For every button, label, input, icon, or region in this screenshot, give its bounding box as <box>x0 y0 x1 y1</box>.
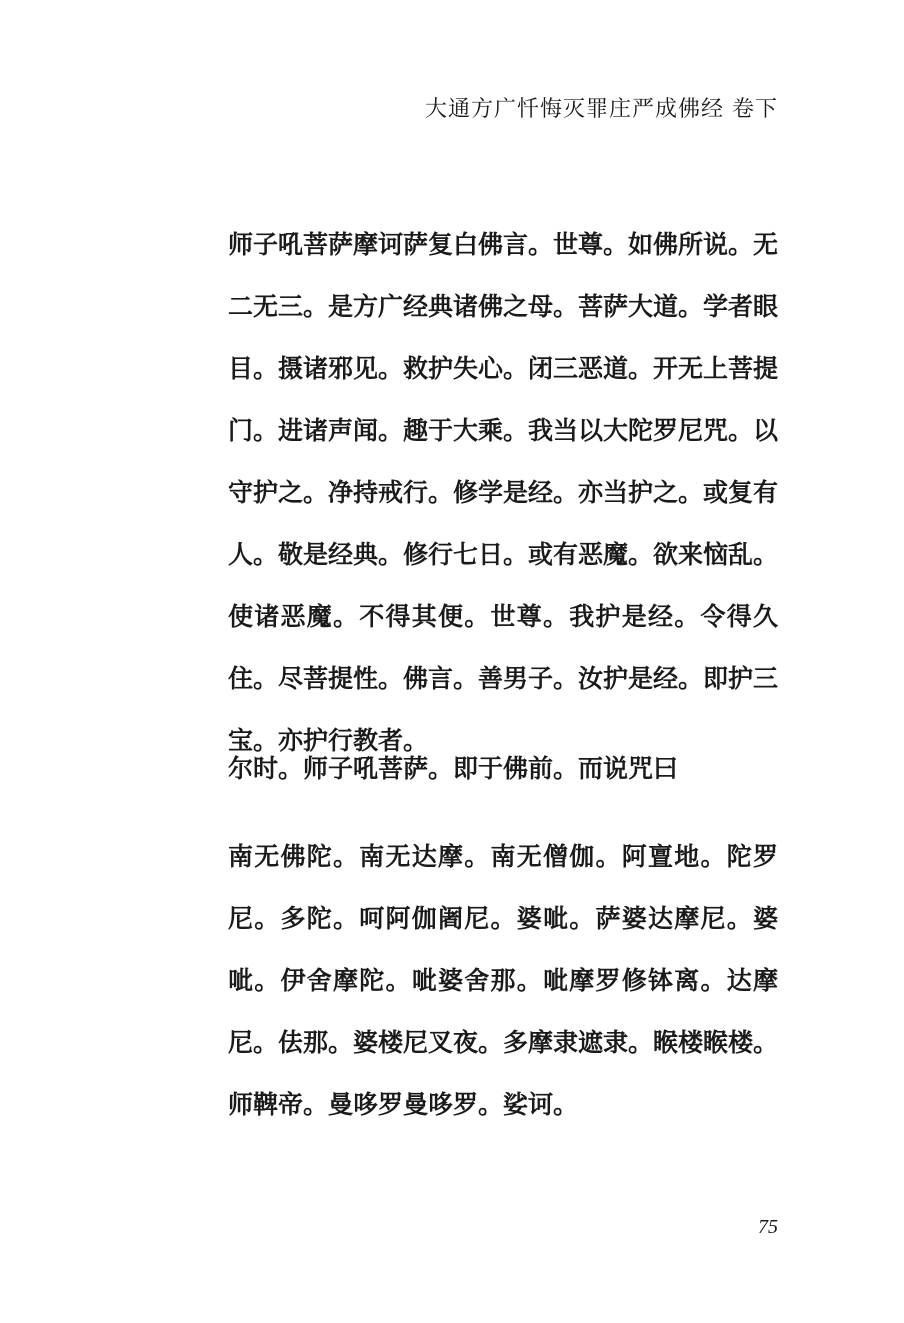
running-header: 大通方广忏悔灭罪庄严成佛经 卷下 <box>425 97 778 122</box>
dharani-paragraph <box>178 826 778 1136</box>
sutra-paragraph <box>178 214 778 772</box>
page-number: 75 <box>758 1216 778 1238</box>
paragraph-text: 南无佛陀。南无达摩。南无僧伽。阿亶地。陀罗尼。多陀。呵阿伽阇尼。婆呲。萨婆达摩尼。婆呲。伊舍摩陀。呲婆舍那。呲摩罗修钵离。达摩尼。佉那。婆楼尼叉夜。多摩隶遮隶。睺楼睺楼。师鞞帝。曼哆罗曼哆罗。娑诃。 <box>228 842 779 1119</box>
sutra-paragraph <box>178 738 778 800</box>
paragraph-text: 尔时。师子吼菩萨。即于佛前。而说咒曰 <box>228 754 679 783</box>
paragraph-text: 师子吼菩萨摩诃萨复白佛言。世尊。如佛所说。无二无三。是方广经典诸佛之母。菩萨大道。学者眼目。摄诸邪见。救护失心。闭三恶道。开无上菩提门。进诸声闻。趣于大乘。我当以大陀罗尼咒。以守护之。净持戒行。修学是经。亦当护之。或复有人。敬是经典。修行七日。或有恶魔。欲来恼乱。使诸恶魔。不得其便。世尊。我护是经。令得久住。尽菩提性。佛言。善男子。汝护是经。即护三宝。亦护行教者。 <box>228 230 779 755</box>
